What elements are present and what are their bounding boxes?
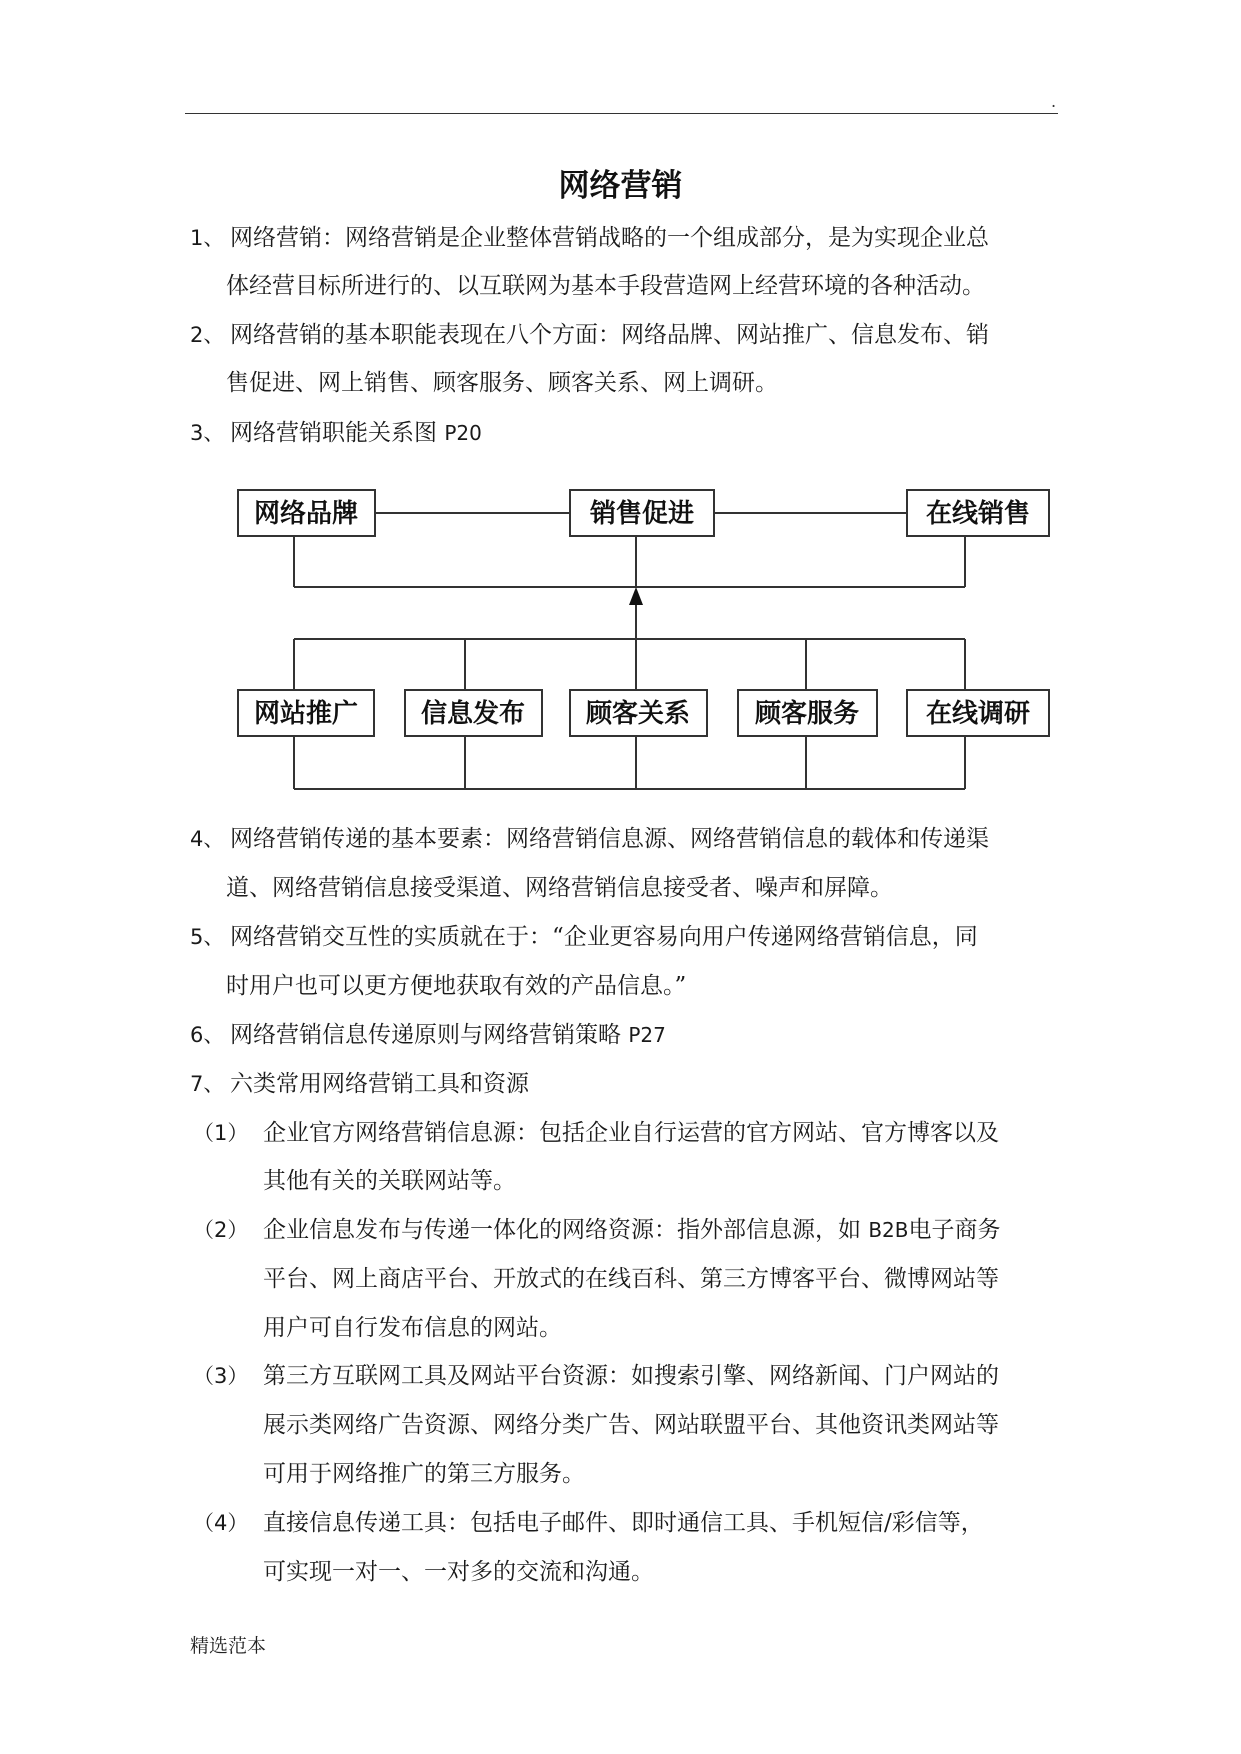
box-info-release [405, 690, 542, 736]
footer-text: 精选范本 [190, 1635, 267, 1657]
item-1-line-2: 体经营目标所进行的、以互联网为基本手段营造网上经营环境的各种活动。 [226, 273, 985, 299]
item-3-page-ref: P20 [444, 421, 482, 445]
box-online-research-label: 在线调研 [925, 699, 1031, 729]
subitem-4-line-1: 直接信息传递工具：包括电子邮件、即时通信工具、手机短信/彩信等， [263, 1510, 984, 1536]
item-4-number: 4、 [190, 827, 225, 851]
box-info-release-label: 信息发布 [420, 699, 526, 729]
subitem-2-text-c: 电子商务 [908, 1217, 1001, 1243]
item-1-number: 1、 [190, 226, 225, 250]
arrow-head [629, 587, 643, 605]
item-2-line-2: 售促进、网上销售、顾客服务、顾客关系、网上调研。 [226, 370, 778, 396]
subitem-2-line-3: 用户可自行发布信息的网站。 [263, 1315, 562, 1341]
item-2-number: 2、 [190, 323, 225, 347]
item-3-number: 3、 [190, 421, 225, 445]
item-6-page-ref: P27 [628, 1023, 666, 1047]
subitem-1-line-1: 企业官方网络营销信息源：包括企业自行运营的官方网站、官方博客以及 [263, 1120, 999, 1146]
item-6-number: 6、 [190, 1023, 225, 1047]
header-mark: . [1051, 92, 1057, 111]
subitem-3-line-2: 展示类网络广告资源、网络分类广告、网站联盟平台、其他资讯类网站等 [263, 1412, 999, 1438]
box-customer-service [738, 690, 877, 736]
item-6-text: 网络营销信息传递原则与网络营销策略 [230, 1022, 621, 1048]
subitem-3-number: （3） [193, 1364, 249, 1388]
subitem-3-line-1: 第三方互联网工具及网站平台资源：如搜索引擎、网络新闻、门户网站的 [263, 1363, 999, 1389]
box-website-promotion [238, 690, 374, 736]
subitem-2-line-1 [263, 1215, 1000, 1245]
box-sales-promotion-label: 销售促进 [589, 499, 695, 529]
item-3-line [230, 418, 482, 448]
box-online-research [907, 690, 1049, 736]
subitem-2-line-2: 平台、网上商店平台、开放式的在线百科、第三方博客平台、微博网站等 [263, 1266, 999, 1292]
item-2-line-1: 网络营销的基本职能表现在八个方面：网络品牌、网站推广、信息发布、销 [230, 322, 989, 348]
item-4-line-2: 道、网络营销信息接受渠道、网络营销信息接受者、噪声和屏障。 [226, 875, 893, 901]
item-4-line-1: 网络营销传递的基本要素：网络营销信息源、网络营销信息的载体和传递渠 [230, 826, 989, 852]
subitem-4-number: （4） [193, 1511, 249, 1535]
header-rule [185, 113, 1058, 114]
box-network-brand-label: 网络品牌 [253, 499, 359, 529]
item-3-text: 网络营销职能关系图 [230, 420, 437, 446]
function-relationship-diagram [230, 478, 1060, 803]
subitem-3-line-3: 可用于网络推广的第三方服务。 [263, 1461, 585, 1487]
item-7-line: 六类常用网络营销工具和资源 [230, 1071, 529, 1097]
subitem-2-b2b: B2B [868, 1218, 909, 1242]
box-online-sales [907, 490, 1049, 536]
subitem-2-number: （2） [193, 1218, 249, 1242]
item-5-line-1: 网络营销交互性的实质就在于：“企业更容易向用户传递网络营销信息，同 [230, 924, 978, 950]
box-online-sales-label: 在线销售 [925, 499, 1031, 529]
subitem-2-text-a: 企业信息发布与传递一体化的网络资源：指外部信息源，如 [263, 1217, 861, 1243]
box-sales-promotion [570, 490, 714, 536]
item-1-line-1: 网络营销：网络营销是企业整体营销战略的一个组成部分，是为实现企业总 [230, 225, 989, 251]
box-customer-relations [570, 690, 707, 736]
page-title: 网络营销 [558, 168, 683, 204]
box-customer-relations-label: 顾客关系 [585, 699, 691, 729]
box-website-promotion-label: 网站推广 [253, 699, 359, 729]
item-6-line [230, 1020, 666, 1050]
subitem-1-line-2: 其他有关的关联网站等。 [263, 1168, 516, 1194]
subitem-1-number: （1） [193, 1121, 249, 1145]
subitem-4-line-2: 可实现一对一、一对多的交流和沟通。 [263, 1559, 654, 1585]
box-customer-service-label: 顾客服务 [754, 699, 860, 729]
box-network-brand [238, 490, 375, 536]
item-7-number: 7、 [190, 1072, 225, 1096]
item-5-number: 5、 [190, 925, 225, 949]
item-5-line-2: 时用户也可以更方便地获取有效的产品信息。” [226, 973, 687, 999]
